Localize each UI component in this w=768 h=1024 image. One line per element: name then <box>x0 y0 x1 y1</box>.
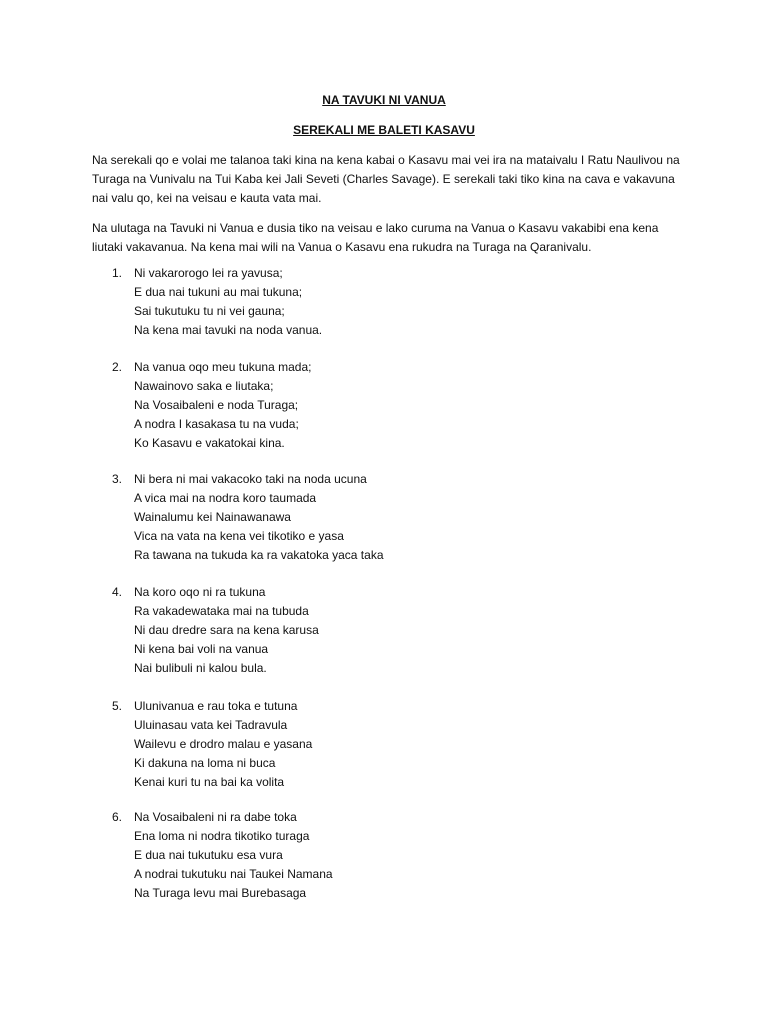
document-title: NA TAVUKI NI VANUA <box>322 93 446 107</box>
stanza-line: Ra vakadewataka mai na tubuda <box>134 604 309 618</box>
stanza-line: Na Vosaibaleni ni ra dabe toka <box>134 810 297 824</box>
stanza-line: A vica mai na nodra koro taumada <box>134 491 317 505</box>
stanza-line: Wainalumu kei Nainawanawa <box>134 510 291 524</box>
stanza-line: Na Vosaibaleni e noda Turaga; <box>134 398 299 412</box>
stanza-line: Na Turaga levu mai Burebasaga <box>134 886 307 900</box>
stanza-line: Nai bulibuli ni kalou bula. <box>134 661 267 675</box>
stanza-line: A nodrai tukutuku nai Taukei Namana <box>134 867 333 881</box>
intro-paragraph-2: Na ulutaga na Tavuki ni Vanua e dusia tiko na veisau e lako curuma na Vanua o Kasavu vakabibi ena kena liutaki vakavanua. Na kena mai wili na Vanua o Kasavu ena rukudra na Turaga na Qaranivalu. <box>92 221 659 254</box>
stanza-number: 1. <box>112 266 123 280</box>
stanza-number: 2. <box>112 360 123 374</box>
stanza-line: E dua nai tukutuku esa vura <box>134 848 283 862</box>
stanza-line: Uluinasau vata kei Tadravula <box>134 718 288 732</box>
stanza-number: 4. <box>112 585 123 599</box>
stanza-line: Kenai kuri tu na bai ka volita <box>134 775 285 789</box>
stanza-number: 6. <box>112 810 123 824</box>
stanza-line: Na vanua oqo meu tukuna mada; <box>134 360 312 374</box>
stanza-line: Wailevu e drodro malau e yasana <box>134 737 313 751</box>
stanza-line: Na kena mai tavuki na noda vanua. <box>134 323 323 337</box>
stanza-line: Sai tukutuku tu ni vei gauna; <box>134 304 285 318</box>
stanza-line: Ni vakarorogo lei ra yavusa; <box>134 266 283 280</box>
stanza-line: Ra tawana na tukuda ka ra vakatoka yaca taka <box>134 548 384 562</box>
stanza-line: Ko Kasavu e vakatokai kina. <box>134 436 285 450</box>
stanza-line: Vica na vata na kena vei tikotiko e yasa <box>134 529 344 543</box>
stanza-line: Ena loma ni nodra tikotiko turaga <box>134 829 310 843</box>
stanza-number: 3. <box>112 472 123 486</box>
stanza-line: E dua nai tukuni au mai tukuna; <box>134 285 303 299</box>
stanza-line: Nawainovo saka e liutaka; <box>134 379 274 393</box>
intro-paragraph-1: Na serekali qo e volai me talanoa taki kina na kena kabai o Kasavu mai vei ira na mataivalu I Ratu Naulivou na Turaga na Vunivalu na Tui Kaba kei Jali Seveti (Charles Savage). E serekali taki tiko kina na cava e vakavuna nai valu qo, kei na veisau e kauta vata mai. <box>92 153 680 205</box>
stanza-line: Ni dau dredre sara na kena karusa <box>134 623 319 637</box>
stanza-number: 5. <box>112 699 123 713</box>
document-subtitle: SEREKALI ME BALETI KASAVU <box>293 123 475 137</box>
stanza-line: Ni bera ni mai vakacoko taki na noda ucuna <box>134 472 367 486</box>
stanza-line: Ki dakuna na loma ni buca <box>134 756 276 770</box>
stanza-line: Ulunivanua e rau toka e tutuna <box>134 699 298 713</box>
stanza-line: Ni kena bai voli na vanua <box>134 642 269 656</box>
stanza-line: Na koro oqo ni ra tukuna <box>134 585 266 599</box>
stanza-line: A nodra I kasakasa tu na vuda; <box>134 417 299 431</box>
